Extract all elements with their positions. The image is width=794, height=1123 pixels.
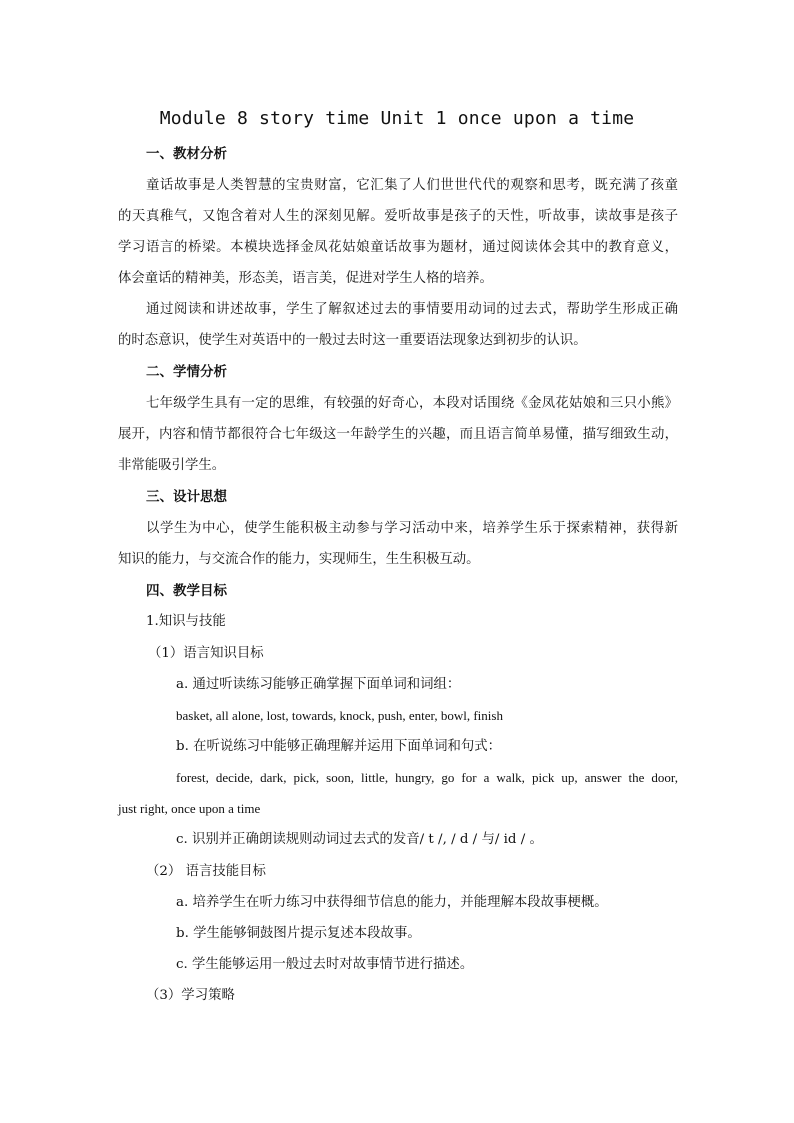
section-heading-teaching-goals: 四、教学目标 — [146, 583, 227, 599]
paragraph-line: 的天真稚气，又饱含着对人生的深刻见解。爱听故事是孩子的天性，听故事，读故事是孩子 — [118, 209, 678, 224]
section-heading-design-idea: 三、设计思想 — [146, 489, 227, 505]
word-list: forest, decide, dark, pick, soon, little, hungry, go for a walk, pick up, answer the door, — [176, 770, 678, 785]
paragraph-line: 的时态意识，使学生对英语中的一般过去时这一重要语法现象达到初步的认识。 — [118, 333, 587, 348]
section-heading-student-analysis: 二、学情分析 — [146, 364, 227, 380]
list-item: c. 学生能够运用一般过去时对故事情节进行描述。 — [176, 957, 474, 972]
paragraph-line: 通过阅读和讲述故事，学生了解叙述过去的事情要用动词的过去式，帮助学生形成正确 — [146, 302, 678, 317]
paragraph-line: 七年级学生具有一定的思维，有较强的好奇心，本段对话围绕《金凤花姑娘和三只小熊》 — [146, 396, 678, 411]
list-item: c. 识别并正确朗读规则动词过去式的发音/ t /, / d / 与/ id / 。 — [176, 832, 543, 847]
list-item: a. 培养学生在听力练习中获得细节信息的能力，并能理解本段故事梗概。 — [176, 895, 608, 910]
paragraph-line: 非常能吸引学生。 — [118, 458, 226, 473]
section-heading-textbook-analysis: 一、教材分析 — [146, 146, 227, 162]
paragraph-line: 学习语言的桥梁。本模块选择金凤花姑娘童话故事为题材，通过阅读体会其中的教育意义， — [118, 240, 678, 255]
subheading-language-knowledge: （1）语言知识目标 — [148, 646, 264, 661]
word-list: basket, all alone, lost, towards, knock, push, enter, bowl, finish — [176, 708, 503, 723]
subheading-learning-strategy: （3）学习策略 — [146, 988, 235, 1003]
list-item: b. 学生能够铜鼓图片提示复述本段故事。 — [176, 926, 421, 941]
subheading-knowledge-skills: 1.知识与技能 — [146, 614, 226, 629]
paragraph-line: 知识的能力，与交流合作的能力，实现师生，生生积极互动。 — [118, 552, 480, 567]
document-title: Module 8 story time Unit 1 once upon a time — [159, 108, 635, 129]
paragraph-line: 童话故事是人类智慧的宝贵财富，它汇集了人们世世代代的观察和思考，既充满了孩童 — [146, 178, 678, 193]
paragraph-line: 展开，内容和情节都很符合七年级这一年龄学生的兴趣，而且语言简单易懂，描写细致生动， — [118, 427, 678, 442]
list-item: a. 通过听读练习能够正确掌握下面单词和词组： — [176, 677, 461, 692]
word-list: just right, once upon a time — [118, 801, 261, 816]
paragraph-line: 体会童话的精神美，形态美，语言美，促进对学生人格的培养。 — [118, 271, 493, 286]
subheading-language-skills: （2） 语言技能目标 — [146, 864, 266, 879]
paragraph-line: 以学生为中心，使学生能积极主动参与学习活动中来，培养学生乐于探索精神，获得新 — [146, 521, 678, 536]
list-item: b. 在听说练习中能够正确理解并运用下面单词和句式： — [176, 739, 502, 754]
